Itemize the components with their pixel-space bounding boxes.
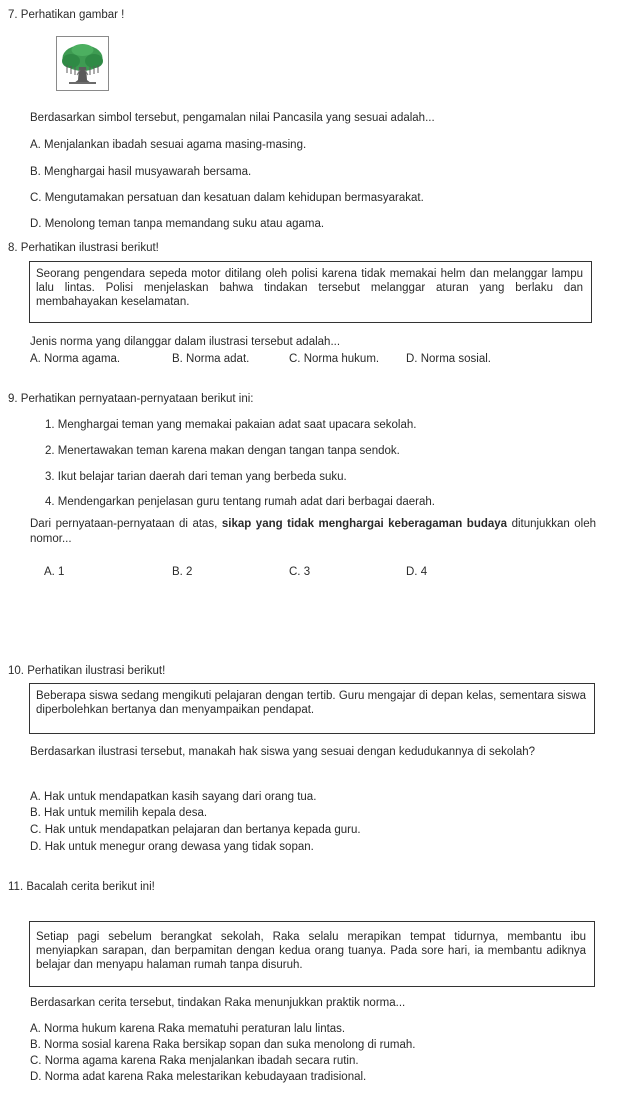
q11-option-a[interactable]: A. Norma hukum karena Raka mematuhi peraturan lalu lintas. [30,1023,346,1035]
q7-option-c[interactable]: C. Mengutamakan persatuan dan kesatuan dalam kehidupan bermasyarakat. [30,192,424,204]
banyan-tree-icon [57,37,108,90]
q10-option-d[interactable]: D. Hak untuk menegur orang dewasa yang tidak sopan. [30,841,314,853]
q9-number: 9. [8,393,18,405]
q10-option-b[interactable]: B. Hak untuk memilih kepala desa. [30,807,208,819]
q10-illustration-box: Beberapa siswa sedang mengikuti pelajaran dengan tertib. Guru mengajar di depan kelas, sementara siswa diperbolehkan bertanya dan menyampaikan pendapat. [29,683,595,734]
q9-question-post: ditunjukkan oleh nomor... [30,518,596,545]
q11-header [8,880,155,894]
q8-option-b[interactable]: B. Norma adat. [172,353,250,365]
q8-option-d[interactable]: D. Norma sosial. [406,353,491,365]
q7-option-a[interactable]: A. Menjalankan ibadah sesuai agama masing-masing. [30,139,307,151]
q7-question: Berdasarkan simbol tersebut, pengamalan nilai Pancasila yang sesuai adalah... [30,112,435,124]
q8-illustration-box: Seorang pengendara sepeda motor ditilang oleh polisi karena tidak memakai helm dan melanggar lampu lalu lintas. Polisi menjelaskan bahwa tindakan tersebut melanggar aturan yang berlaku dan membahayakan keselamatan. [29,261,592,323]
q9-statement-4: 4. Mendengarkan penjelasan guru tentang rumah adat dari berbagai daerah. [45,496,436,508]
q11-story-box: Setiap pagi sebelum berangkat sekolah, Raka selalu merapikan tempat tidurnya, membantu ibu menyiapkan sarapan, dan berpamitan dengan kedua orang tuanya. Pada sore hari, ia membantu adiknya belajar dan menyapu halaman rumah tanpa disuruh. [29,921,595,987]
q7-number: 7. [8,9,18,21]
q10-header [8,664,165,678]
q9-question [30,517,596,547]
q7-prompt: Perhatikan gambar ! [20,9,125,21]
q11-question: Berdasarkan cerita tersebut, tindakan Raka menunjukkan praktik norma... [30,997,406,1009]
pancasila-symbol-frame [56,36,109,91]
q9-statement-1: 1. Menghargai teman yang memakai pakaian adat saat upacara sekolah. [45,419,417,431]
q11-option-b[interactable]: B. Norma sosial karena Raka bersikap sopan dan suka menolong di rumah. [30,1039,416,1051]
q9-option-a[interactable]: A. 1 [44,566,65,578]
q10-prompt: Perhatikan ilustrasi berikut! [27,665,166,677]
q9-statement-2: 2. Menertawakan teman karena makan dengan tangan tanpa sendok. [45,445,400,457]
q10-question: Berdasarkan ilustrasi tersebut, manakah hak siswa yang sesuai dengan kedudukannya di sekolah? [30,746,536,758]
q9-question-pre: Dari pernyataan-pernyataan di atas, [30,518,218,530]
q8-option-a[interactable]: A. Norma agama. [30,353,121,365]
q9-option-c[interactable]: C. 3 [289,566,311,578]
q11-number: 11. [8,881,24,893]
q8-prompt: Perhatikan ilustrasi berikut! [20,242,159,254]
q9-statement-3: 3. Ikut belajar tarian daerah dari teman yang berbeda suku. [45,471,347,483]
q7-header [8,8,124,22]
q7-option-d[interactable]: D. Menolong teman tanpa memandang suku atau agama. [30,218,325,230]
q11-option-c[interactable]: C. Norma agama karena Raka menjalankan ibadah secara rutin. [30,1055,359,1067]
q9-header [8,392,254,406]
q10-option-c[interactable]: C. Hak untuk mendapatkan pelajaran dan bertanya kepada guru. [30,824,361,836]
q7-option-b[interactable]: B. Menghargai hasil musyawarah bersama. [30,166,252,178]
q10-number: 10. [8,665,24,677]
q11-prompt: Bacalah cerita berikut ini! [26,881,155,893]
q8-question: Jenis norma yang dilanggar dalam ilustrasi tersebut adalah... [30,336,341,348]
q9-option-b[interactable]: B. 2 [172,566,193,578]
q8-header [8,241,159,255]
q9-option-d[interactable]: D. 4 [406,566,428,578]
q9-question-emphasis: sikap yang tidak menghargai keberagaman budaya [221,518,508,530]
q8-option-c[interactable]: C. Norma hukum. [289,353,380,365]
q9-prompt: Perhatikan pernyataan-pernyataan berikut ini: [20,393,254,405]
q10-option-a[interactable]: A. Hak untuk mendapatkan kasih sayang dari orang tua. [30,791,317,803]
q11-option-d[interactable]: D. Norma adat karena Raka melestarikan kebudayaan tradisional. [30,1071,367,1083]
q8-number: 8. [8,242,18,254]
